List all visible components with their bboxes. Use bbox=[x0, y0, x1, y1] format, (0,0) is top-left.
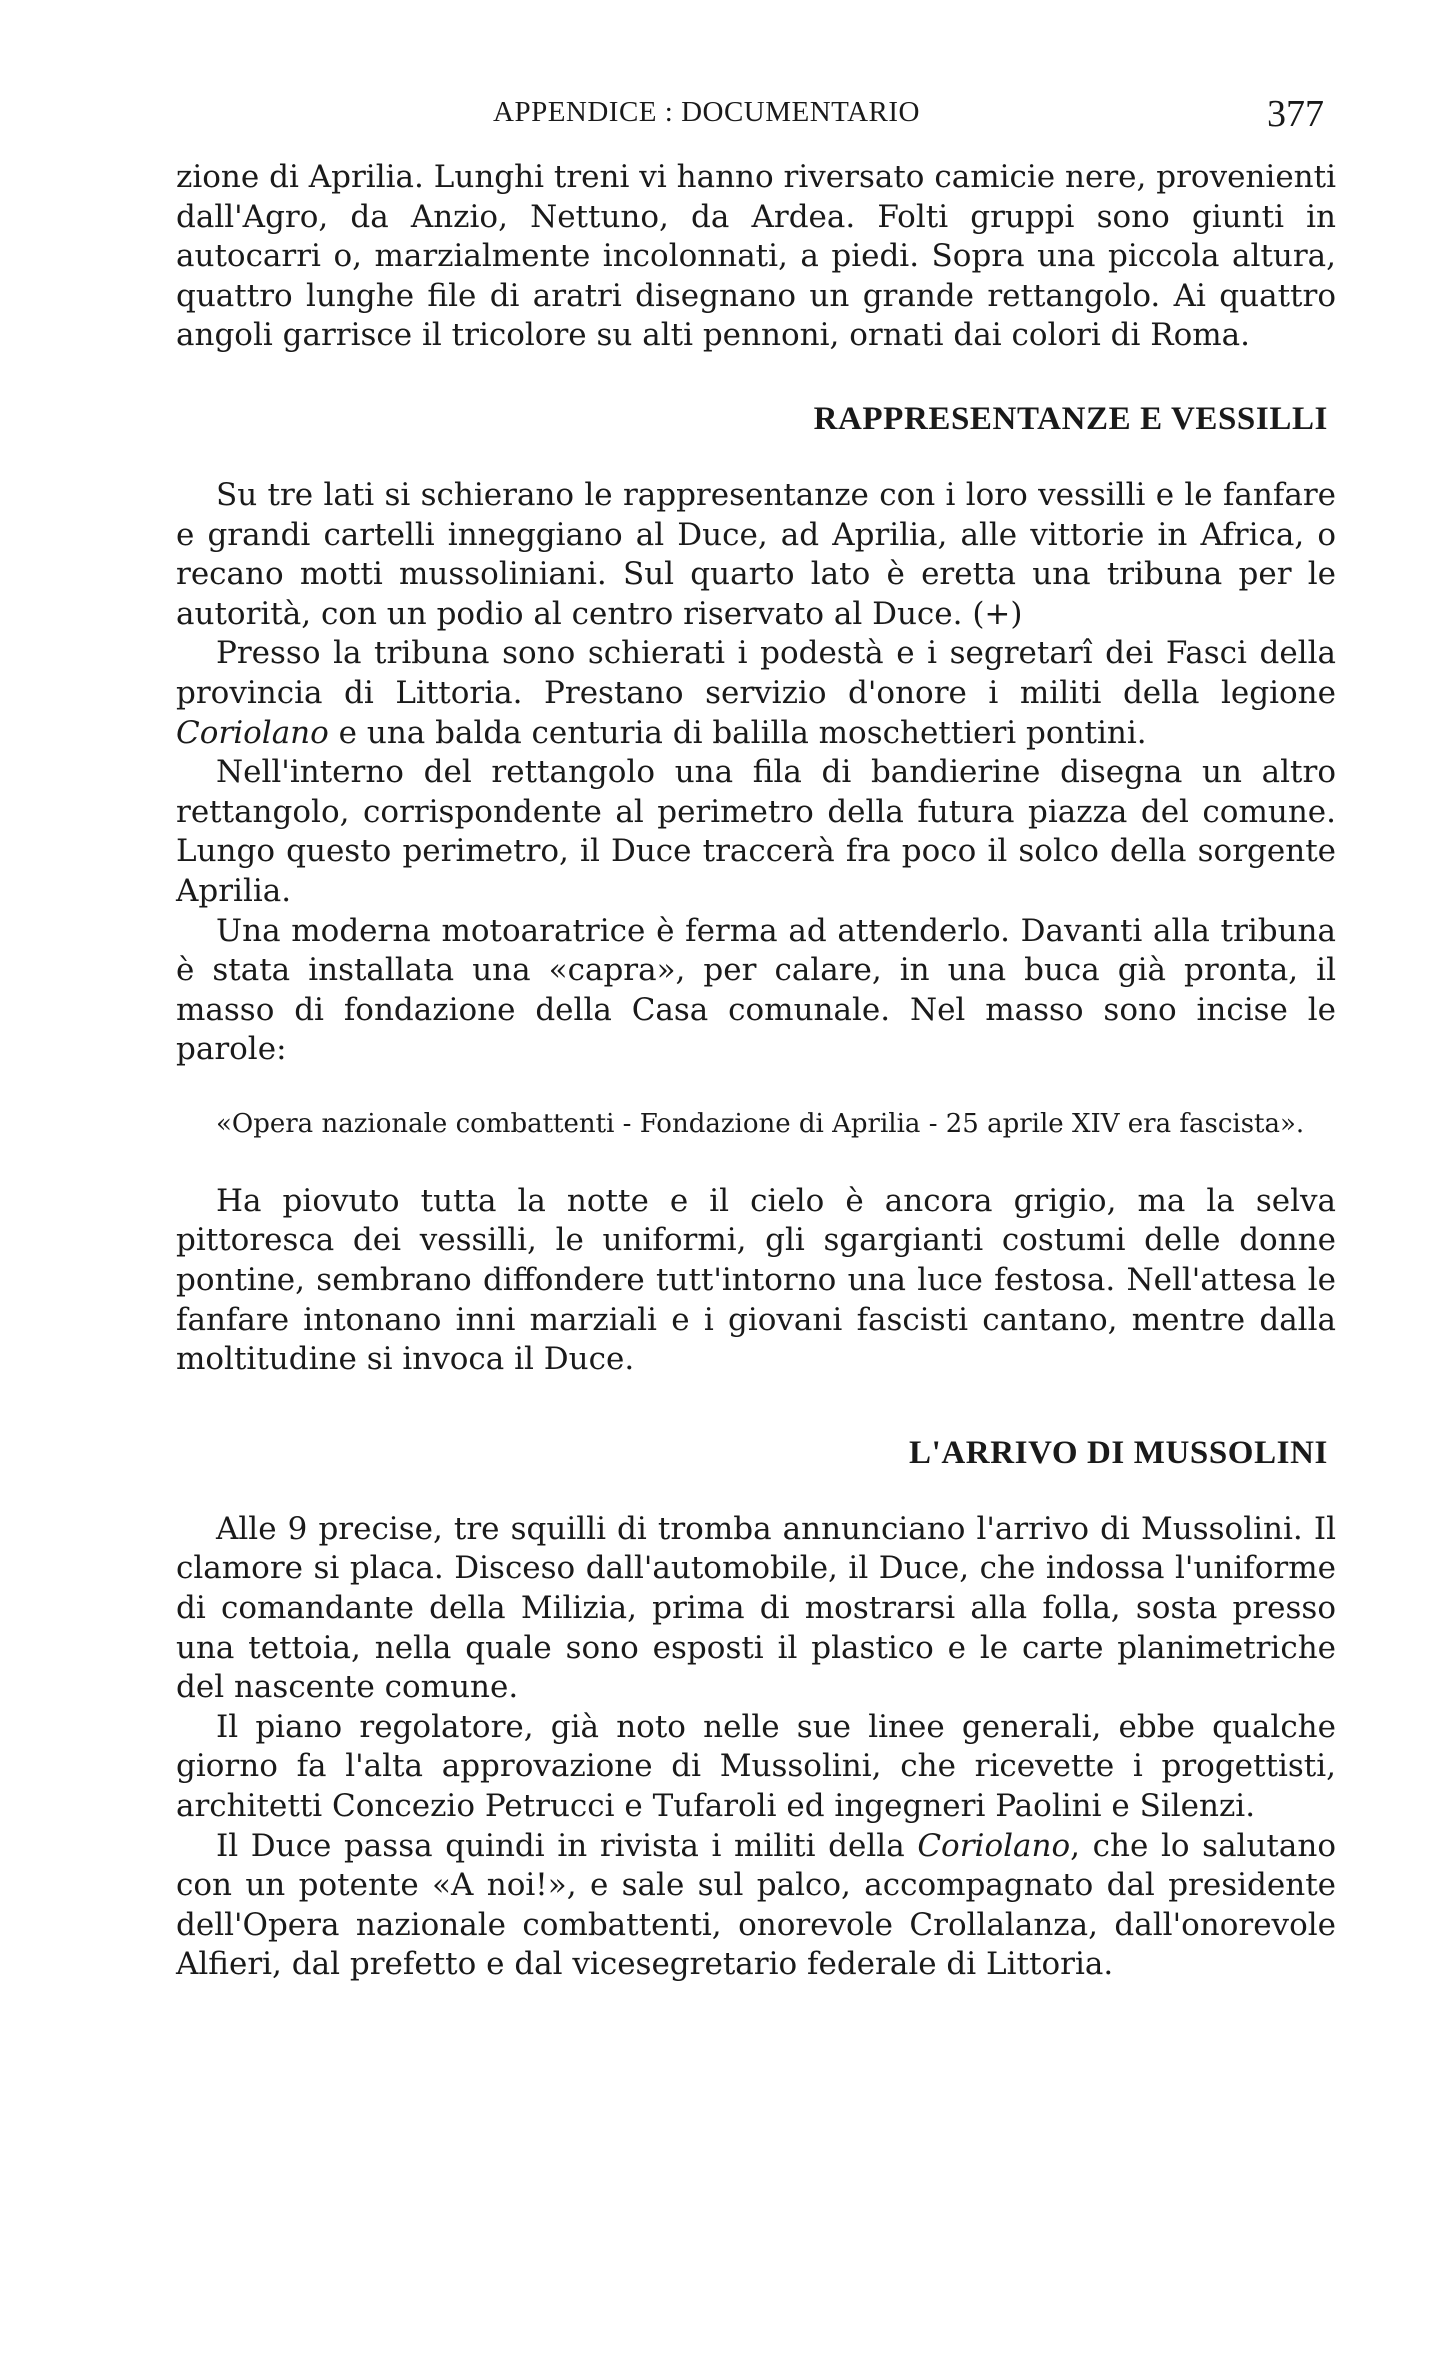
paragraph-tribuna-text: Presso la tribuna sono schierati i podestà e i segretarî dei Fasci della provincia di Littoria. Prestano servizio d'onore i militi della legione bbox=[176, 635, 1336, 711]
paragraph-rivista-text: Il Duce passa quindi in rivista i militi della bbox=[216, 1827, 918, 1864]
paragraph-rappresentanze: Su tre lati si schierano le rappresentanze con i loro vessilli e le fanfare e grandi cartelli inneggiano al Duce, ad Aprilia, alle vittorie in Africa, o recano motti mussoliniani. Sul quarto lato è eretta una tribuna per le autorità, con un podio al centro riservato al Duce. (+) bbox=[176, 476, 1336, 632]
paragraph-rivista bbox=[176, 1827, 1336, 1985]
intro-paragraph: zione di Aprilia. Lunghi treni vi hanno riversato camicie nere, provenienti dall'Agro, da Anzio, Nettuno, da Ardea. Folti gruppi sono giunti in autocarri o, marzialmente incolonnati, a piedi. Sopra una piccola altura, quattro lunghe file di aratri disegnano un grande rettangolo. Ai quattro angoli garrisce il tricolore su alti pennoni, ornati dai colori di Roma. bbox=[176, 159, 1336, 354]
paragraph-pioggia: Ha piovuto tutta la notte e il cielo è ancora grigio, ma la selva pittoresca dei vessilli, le uniformi, gli sgargianti costumi delle donne pontine, sembrano diffondere tutt'intorno una luce festosa. Nell'attesa le fanfare intonano inni marziali e i giovani fascisti cantano, mentre dalla moltitudine si invoca il Duce. bbox=[176, 1182, 1336, 1378]
paragraph-tribuna bbox=[176, 634, 1336, 753]
paragraph-tribuna-text-end: e una balda centuria di balilla moschettieri pontini. bbox=[328, 714, 1147, 751]
paragraph-motoaratrice: Una moderna motoaratrice è ferma ad attenderlo. Davanti alla tribuna è stata installata una «capra», per calare, in una buca già pronta, il masso di fondazione della Casa comunale. Nel masso sono incise le parole: bbox=[176, 912, 1336, 1068]
running-title: APPENDICE : DOCUMENTARIO bbox=[493, 96, 920, 128]
paragraph-rivista-text-end: , che lo salutano con un potente «A noi!», e sale sul palco, accompagnato dal presidente dell'Opera nazionale combattenti, onorevole Crollalanza, dall'onorevole Alfieri, dal prefetto e dal vicesegretario federale di Littoria. bbox=[176, 1827, 1336, 1983]
book-page bbox=[176, 86, 1336, 1985]
paragraph-arrivo: Alle 9 precise, tre squilli di tromba annunciano l'arrivo di Mussolini. Il clamore si placa. Disceso dall'automobile, il Duce, che indossa l'uniforme di comandante della Milizia, prima di mostrarsi alla folla, sosta presso una tettoia, nella quale sono esposti il plastico e le carte planimetriche del nascente comune. bbox=[176, 1510, 1336, 1706]
page-number: 377 bbox=[1267, 93, 1324, 135]
inscription-quote: «Opera nazionale combattenti - Fondazione di Aprilia - 25 aprile XIV era fascista». bbox=[216, 1108, 1305, 1139]
legion-name: Coriolano bbox=[176, 714, 329, 751]
section-heading-arrivo: L'ARRIVO DI MUSSOLINI bbox=[908, 1434, 1328, 1471]
legion-name-2: Coriolano bbox=[917, 1827, 1071, 1864]
paragraph-rettangolo: Nell'interno del rettangolo una fila di bandierine disegna un altro rettangolo, corrispondente al perimetro della futura piazza del comune. Lungo questo perimetro, il Duce traccerà fra poco il solco della sorgente Aprilia. bbox=[176, 754, 1336, 909]
section-heading-rappresentanze: RAPPRESENTANZE E VESSILLI bbox=[813, 400, 1328, 437]
paragraph-piano-regolatore: Il piano regolatore, già noto nelle sue linee generali, ebbe qualche giorno fa l'alta approvazione di Mussolini, che ricevette i progettisti, architetti Concezio Petrucci e Tufaroli ed ingegneri Paolini e Silenzi. bbox=[176, 1708, 1336, 1824]
running-head bbox=[176, 86, 1336, 156]
